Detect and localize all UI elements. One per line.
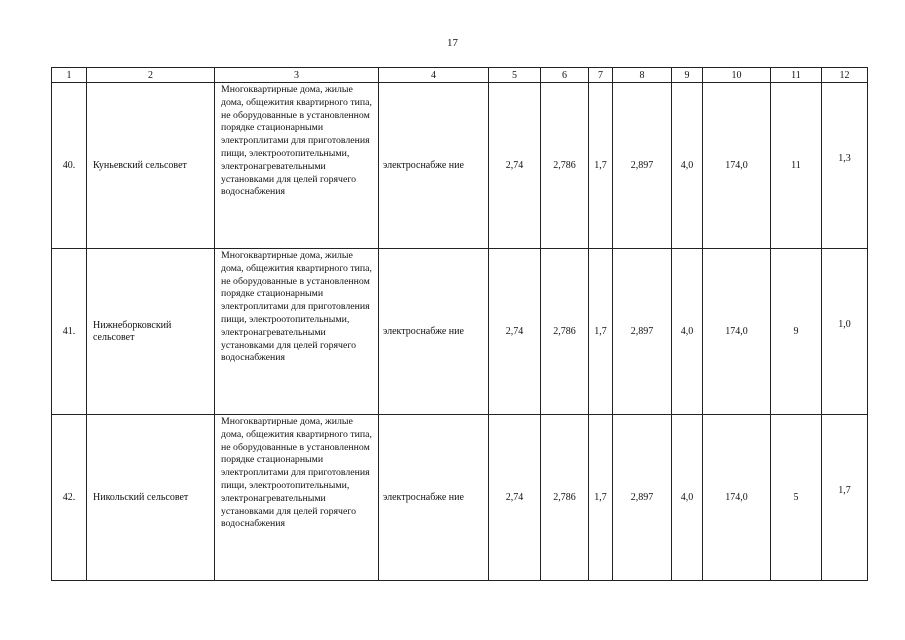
header-cell: 6 (541, 68, 589, 83)
value-col6: 2,786 (541, 249, 589, 415)
building-category: Многоквартирные дома, жилые дома, общежития квартирного типа, не оборудованные в установленном порядке стационарными электроплитами для приготовления пищи, электроотопительными, электронагревательными установками для целей горячего водоснабжения (215, 415, 379, 581)
table-row (52, 415, 868, 581)
value-col11: 5 (771, 415, 822, 581)
value-col8: 2,897 (613, 415, 672, 581)
row-number: 40. (52, 83, 87, 249)
table-row (52, 249, 868, 415)
building-category: Многоквартирные дома, жилые дома, общежития квартирного типа, не оборудованные в установленном порядке стационарными электроплитами для приготовления пищи, электроотопительными, электронагревательными установками для целей горячего водоснабжения (215, 83, 379, 249)
row-number: 41. (52, 249, 87, 415)
value-col10: 174,0 (703, 249, 771, 415)
settlement-name: Никольский сельсовет (87, 415, 215, 581)
settlement-name: Нижнеборковский сельсовет (87, 249, 215, 415)
tariff-table (51, 67, 868, 581)
value-col5: 2,74 (489, 83, 541, 249)
value-col11: 11 (771, 83, 822, 249)
value-col8: 2,897 (613, 249, 672, 415)
header-cell: 8 (613, 68, 672, 83)
header-cell: 1 (52, 68, 87, 83)
value-col12-text: 1,3 (838, 153, 851, 164)
header-cell: 10 (703, 68, 771, 83)
value-col6: 2,786 (541, 83, 589, 249)
value-col12 (822, 415, 868, 581)
value-col7: 1,7 (589, 415, 613, 581)
value-col6: 2,786 (541, 415, 589, 581)
utility-type: электроснабже ние (379, 249, 489, 415)
header-row (52, 68, 868, 83)
table-row (52, 83, 868, 249)
value-col8: 2,897 (613, 83, 672, 249)
value-col12-text: 1,0 (838, 319, 851, 330)
value-col7: 1,7 (589, 249, 613, 415)
page-number: 17 (447, 37, 458, 49)
header-cell: 12 (822, 68, 868, 83)
header-cell: 5 (489, 68, 541, 83)
settlement-name: Куньевский сельсовет (87, 83, 215, 249)
value-col10: 174,0 (703, 83, 771, 249)
value-col9: 4,0 (672, 415, 703, 581)
value-col5: 2,74 (489, 415, 541, 581)
value-col7: 1,7 (589, 83, 613, 249)
header-cell: 9 (672, 68, 703, 83)
value-col11: 9 (771, 249, 822, 415)
utility-type: электроснабже ние (379, 415, 489, 581)
header-cell: 7 (589, 68, 613, 83)
value-col12 (822, 83, 868, 249)
header-cell: 4 (379, 68, 489, 83)
value-col12 (822, 249, 868, 415)
value-col9: 4,0 (672, 83, 703, 249)
header-cell: 3 (215, 68, 379, 83)
building-category: Многоквартирные дома, жилые дома, общежития квартирного типа, не оборудованные в установленном порядке стационарными электроплитами для приготовления пищи, электроотопительными, электронагревательными установками для целей горячего водоснабжения (215, 249, 379, 415)
header-cell: 2 (87, 68, 215, 83)
value-col10: 174,0 (703, 415, 771, 581)
header-cell: 11 (771, 68, 822, 83)
utility-type: электроснабже ние (379, 83, 489, 249)
value-col9: 4,0 (672, 249, 703, 415)
row-number: 42. (52, 415, 87, 581)
value-col5: 2,74 (489, 249, 541, 415)
value-col12-text: 1,7 (838, 485, 851, 496)
